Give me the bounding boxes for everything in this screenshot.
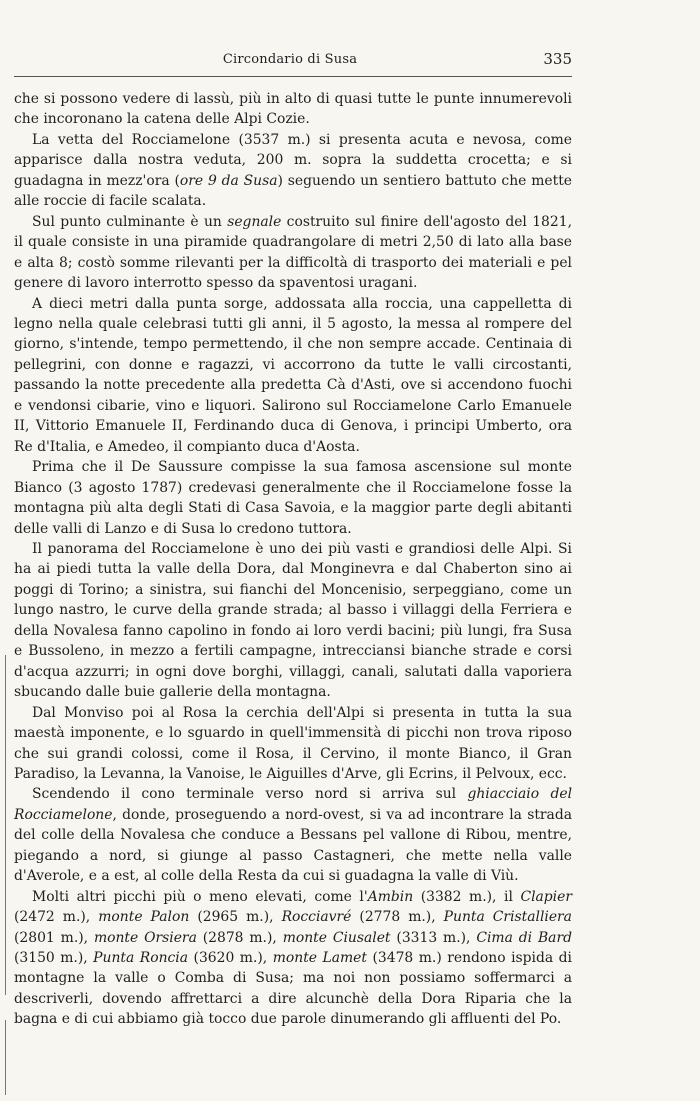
italic-run: segnale [227, 213, 282, 230]
text-run: (3478 m.) rendono ispida di montagne la valle o Comba di Susa; ma noi non possiamo soffermarci a descriverli, dovendo affrettarci a dire alcunchè della Dora Riparia che la bagna e di cui abbiamo già tocco due parole dinumerando gli affluenti del Po. [14, 950, 572, 1028]
italic-run: Punta Roncia [93, 950, 189, 967]
paragraph [14, 784, 572, 886]
running-header [0, 50, 700, 72]
text-run: ) seguendo un sentiero battuto che mette alle roccie di facile scalata. [14, 172, 572, 210]
text-run: (2801 m.), [14, 929, 94, 946]
text-run: Il panorama del Rocciamelone è uno dei più vasti e grandiosi delle Alpi. Si ha ai piedi tutta la valle della Dora, dal Monginevra e dal Chaberton sino ai poggi di Torino; a sinistra, sui fianchi del Moncenisio, serpeggiano, come un lungo nastro, le curve della grande strada; al basso i villaggi della Ferriera e della Novalesa fanno capolino in fondo ai loro verdi bacini; più lungi, fra Susa e Bussoleno, in mezzo a fertili campagne, intrecciansi bianche strade e corsi d'acqua azzurri; in ogni dove borghi, villaggi, canali, salutati dalla vaporiera sbucando dalle buie gallerie della montagna. [14, 540, 572, 701]
italic-run: ore 9 da Susa [179, 172, 278, 189]
text-run: Prima che il De Saussure compisse la sua famosa ascensione sul monte Bianco (3 agosto 1787) credevasi generalmente che il Rocciamelone fosse la montagna più alta degli Stati di Casa Savoia, e la maggior parte degli abitanti delle valli di Lanzo e di Susa lo credono tuttora. [14, 459, 572, 537]
italic-run: Clapier [520, 888, 572, 905]
italic-run: Cima di Bard [476, 929, 572, 946]
paragraph [14, 89, 572, 130]
text-run: Scendendo il cono terminale verso nord si arriva sul [32, 786, 468, 803]
margin-mark [5, 655, 6, 995]
header-rule [14, 76, 572, 77]
body-text [14, 89, 572, 1030]
paragraph [14, 457, 572, 539]
page-number: 335 [543, 50, 572, 68]
italic-run: monte Orsiera [93, 929, 197, 946]
text-run: (2965 m.), [189, 909, 282, 926]
text-run: (3382 m.), il [413, 888, 521, 905]
text-run: (2472 m.), [14, 909, 99, 926]
italic-run: monte Ciusalet [282, 929, 391, 946]
header-title: Circondario di Susa [222, 52, 358, 67]
paragraph [14, 887, 572, 1030]
text-run: (3313 m.), [390, 929, 477, 946]
text-run: Sul punto culminante è un [32, 213, 228, 230]
italic-run: Rocciavré [281, 909, 352, 926]
text-run: Molti altri picchi più o meno elevati, come l' [32, 888, 368, 905]
text-run: (2878 m.), [196, 929, 283, 946]
text-run: , donde, proseguendo a nord-ovest, si va ad incontrare la strada del colle della Novalesa che conduce a Bessans pel vallone di Ribou, mentre, piegando a nord, si giunge al passo Castagneri, che mette nella valle d'Averole, e a est, al colle della Resta da cui si guadagna la valle di Viù. [14, 806, 572, 885]
margin-mark [5, 1020, 6, 1095]
italic-run: monte Lamet [272, 950, 367, 967]
italic-run: Punta Cristalliera [443, 909, 572, 926]
text-run: La vetta del Rocciamelone (3537 m.) si presenta acuta e nevosa, come apparisce dalla nostra veduta, 200 m. sopra la suddetta crocetta; e si guadagna in mezz'ora ( [14, 131, 572, 189]
text-run: che si possono vedere di lassù, più in alto di quasi tutte le punte innumerevoli che incoronano la catena delle Alpi Cozie. [14, 91, 572, 128]
text-run: Dal Monviso poi al Rosa la cerchia dell'Alpi si presenta in tutta la sua maestà imponente, e lo sguardo in quell'immensità di picchi non trova riposo che sui grandi colossi, come il Rosa, il Cervino, il monte Bianco, il Gran Paradiso, la Levanna, la Vanoise, le Aiguilles d'Arve, gli Ecrins, il Pelvoux, ecc. [14, 704, 572, 782]
italic-run: monte Palon [98, 909, 190, 926]
paragraph [14, 539, 572, 703]
paragraph [14, 130, 572, 212]
text-run: (2778 m.), [351, 909, 444, 926]
italic-run: Ambin [367, 888, 414, 905]
paragraph [14, 294, 572, 458]
paragraph [14, 212, 572, 294]
italic-run: ghiacciaio del Rocciamelone [14, 786, 573, 823]
text-run: (3620 m.), [188, 950, 273, 967]
paragraph [14, 703, 572, 785]
text-run: A dieci metri dalla punta sorge, addossata alla roccia, una cappelletta di legno nella quale celebrasi tutti gli anni, il 5 agosto, la messa al rompere del giorno, s'intende, tempo permettendo, il che non sempre accade. Centinaia di pellegrini, con donne e ragazzi, vi accorrono da tutte le valli circostanti, passando la notte precedente alla predetta Cà d'Asti, ove si accendono fuochi e vendonsi cibarie, vino e liquori. Salirono sul Rocciamelone Carlo Emanuele II, Vittorio Emanuele II, Ferdinando duca di Genova, i principi Umberto, ora Re d'Italia, e Amedeo, il compianto duca d'Aosta. [14, 295, 572, 455]
text-run: (3150 m.), [14, 950, 94, 967]
text-run: costruito sul finire dell'agosto del 1821, il quale consiste in una piramide quadrangolare di metri 2,50 di lato alla base e alta 8; costò somme rilevanti per la difficoltà di trasporto dei materiali e pel genere di lavoro interrotto spesso da spaventosi uragani. [14, 213, 572, 292]
